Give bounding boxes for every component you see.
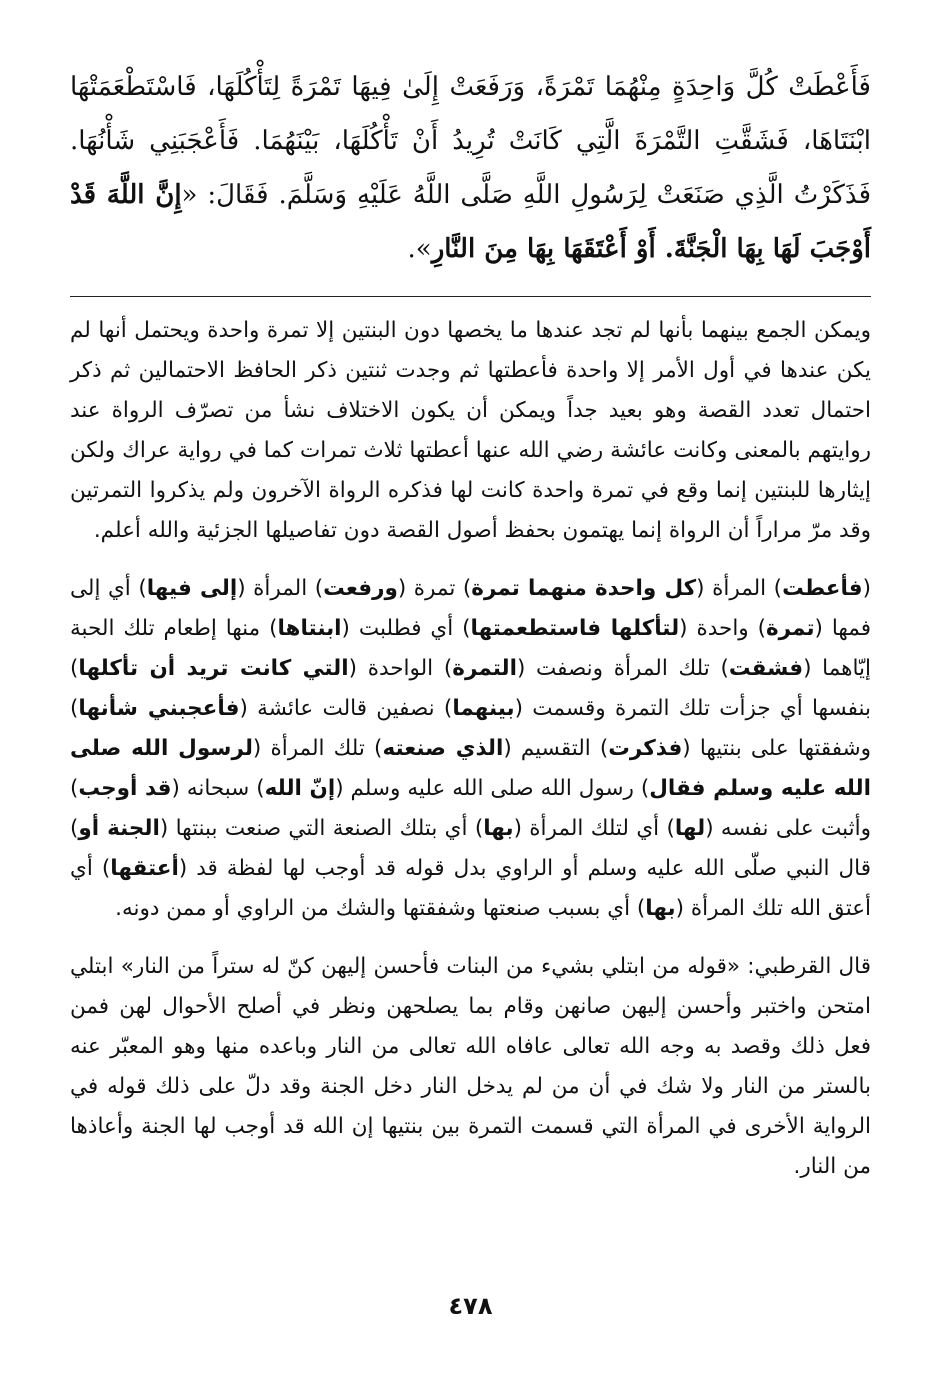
commentary-bold-term: لتأكلها فاستطعمتها xyxy=(470,616,680,641)
hadith-bold-quote: إِنَّ اللَّهَ قَدْ أَوْجَبَ لَهَا بِهَا الْجَنَّةَ. أَوْ أَعْتَقَهَا بِهَا مِنَ النَّارِ xyxy=(70,180,871,264)
commentary-bold-term: كل واحدة منهما تمرة xyxy=(471,576,697,601)
commentary-text: ) وشفقتها على بنتيها ( xyxy=(70,696,872,761)
commentary-bold-term: الجنة أو xyxy=(78,816,160,841)
commentary-bold-term: التي كانت تريد أن تأكلها xyxy=(78,656,349,681)
commentary-bold-term: تمرة xyxy=(765,616,815,641)
commentary-text: ) تلك المرأة ( xyxy=(252,736,383,761)
commentary-bold-term: فذكرت xyxy=(608,736,683,761)
commentary-text: ) بنفسها أي جزأت تلك التمرة وقسمت ( xyxy=(70,656,871,721)
commentary-bold-term: إنّ الله xyxy=(264,776,336,801)
commentary-text: ) الواحدة ( xyxy=(348,656,453,681)
hadith-line-3: الَّذِي صَنَعَتْ لِرَسُولِ اللَّهِ صَلَّى اللَّهُ عَلَيْهِ وَسَلَّمَ. فَقَالَ: « xyxy=(181,180,784,210)
commentary-bold-term: فأعطت xyxy=(782,576,863,601)
commentary-text: ) قال النبي صلّى الله عليه وسلم أو الراوي بدل قوله قد أوجب لها لفظة قد ( xyxy=(70,816,871,881)
page xyxy=(70,60,871,1320)
commentary-text: ) أي بسبب صنعتها وشفقتها والشك من الراوي أو ممن دونه. xyxy=(115,896,646,921)
commentary-text: ) المرأة ( xyxy=(237,576,324,601)
commentary-text: ) تلك المرأة ونصفت ( xyxy=(516,656,729,681)
commentary-text: ) منها إطعام تلك الحبة إيّاهما ( xyxy=(70,616,871,681)
commentary-bold-term: ابنتاها xyxy=(277,616,342,641)
commentary-bold-term: قد أوجب xyxy=(78,776,172,801)
commentary-bold-term: بينهما xyxy=(452,696,515,721)
commentary-text: ) أي فطلبت ( xyxy=(341,616,471,641)
commentary-text: ) أي بتلك الصنعة التي صنعت ببنتها ( xyxy=(159,816,484,841)
commentary-text: ) واحدة ( xyxy=(679,616,766,641)
commentary-bold-term: لها xyxy=(674,816,706,841)
commentary-text: ) التقسيم ( xyxy=(503,736,609,761)
commentary-text: ) تمرة ( xyxy=(397,576,472,601)
commentary-bold-term: بها xyxy=(483,816,514,841)
commentary-text: ( xyxy=(862,576,872,601)
commentary-paragraph xyxy=(70,569,871,929)
commentary-text: ) أي إلى فمها ( xyxy=(70,576,872,641)
commentary-text: ) نصفين قالت عائشة ( xyxy=(239,696,453,721)
hadith-line-2: ابْنَتَاهَا، فَشَقَّتِ التَّمْرَةَ الَّتِي كَانَتْ تُرِيدُ أَنْ تَأْكُلَهَا، بَيْنَهُمَا. فَأَعْجَبَنِي شَأْنُهَا. فَذَكَرْتُ xyxy=(70,126,871,210)
commentary-bold-term: فشقت xyxy=(728,656,804,681)
commentary-text: ) سبحانه ( xyxy=(171,776,265,801)
qurtubi-paragraph: قال القرطبي: «قوله من ابتلي بشيء من البنات فأحسن إليهن كنّ له ستراً من النار» ابتلي امتحن واختبر وأحسن إليهن صانهن وقام بما يصلحهن ونظر في أصلح الأحوال لهن فمن فعل ذلك وقصد به وجه الله تعالى عافاه الله تعالى من النار وباعده منها وهو المعبّر عنه بالستر من النار ولا شك في أن من لم يدخل النار دخل الجنة وقد دلّ على ذلك قوله في الرواية الأخرى في المرأة التي قسمت التمرة بين بنتيها إن الله قد أوجب لها الجنة وأعاذها من النار. xyxy=(70,954,871,1179)
hadith-line-1: فَأَعْطَتْ كُلَّ وَاحِدَةٍ مِنْهُمَا تَمْرَةً، وَرَفَعَتْ إِلَىٰ فِيهَا تَمْرَةً لِتَأْكُلَهَا، فَاسْتَطْعَمَتْهَا xyxy=(70,72,871,102)
page-number: ٤٧٨ xyxy=(448,1292,493,1320)
commentary-text: ) أي لتلك المرأة ( xyxy=(513,816,675,841)
commentary-text: ) وأثبت على نفسه ( xyxy=(70,776,872,841)
hadith-text xyxy=(70,60,871,276)
separator-line xyxy=(70,296,871,297)
commentary-bold-term: التمرة xyxy=(452,656,517,681)
commentary-bold-term: إلى فيها xyxy=(146,576,238,601)
commentary-bold-term: بها xyxy=(645,896,676,921)
commentary-bold-term: ورفعت xyxy=(323,576,398,601)
commentary-text: ) أي أعتق الله تلك المرأة ( xyxy=(70,856,871,921)
commentary-bold-term: أعتقها xyxy=(110,856,179,881)
commentary-text: ) المرأة ( xyxy=(696,576,783,601)
commentary-bold-term: لرسول الله صلى الله عليه وسلم فقال xyxy=(70,736,871,801)
hadith-end: ». xyxy=(407,234,432,264)
commentary-bold-term: فأعجبني شأنها xyxy=(78,696,240,721)
commentary-bold-term: الذي صنعته xyxy=(382,736,504,761)
commentary-text: ) رسول الله صلى الله عليه وسلم ( xyxy=(335,776,650,801)
footnote-paragraph: ويمكن الجمع بينهما بأنها لم تجد عندها ما يخصها دون البنتين إلا تمرة واحدة ويحتمل أنها لم يكن عندها في أول الأمر إلا واحدة فأعطتها ثم وجدت ثنتين ذكر الحافظ الاحتمالين ثم ذكر احتمال تعدد القصة وهو بعيد جداً ويمكن أن يكون الاختلاف نشأ من تصرّف الرواة عند روايتهم بالمعنى وكانت عائشة رضي الله عنها أعطتها ثلاث تمرات كما في رواية عراك ولكن إيثارها للبنتين إنما وقع في تمرة واحدة كانت لها فذكره الرواة الآخرون ولم يذكروا التمرتين وقد مرّ مراراً أن الرواة إنما يهتمون بحفظ أصول القصة دون تفاصيلها الجزئية والله أعلم. xyxy=(70,318,871,543)
